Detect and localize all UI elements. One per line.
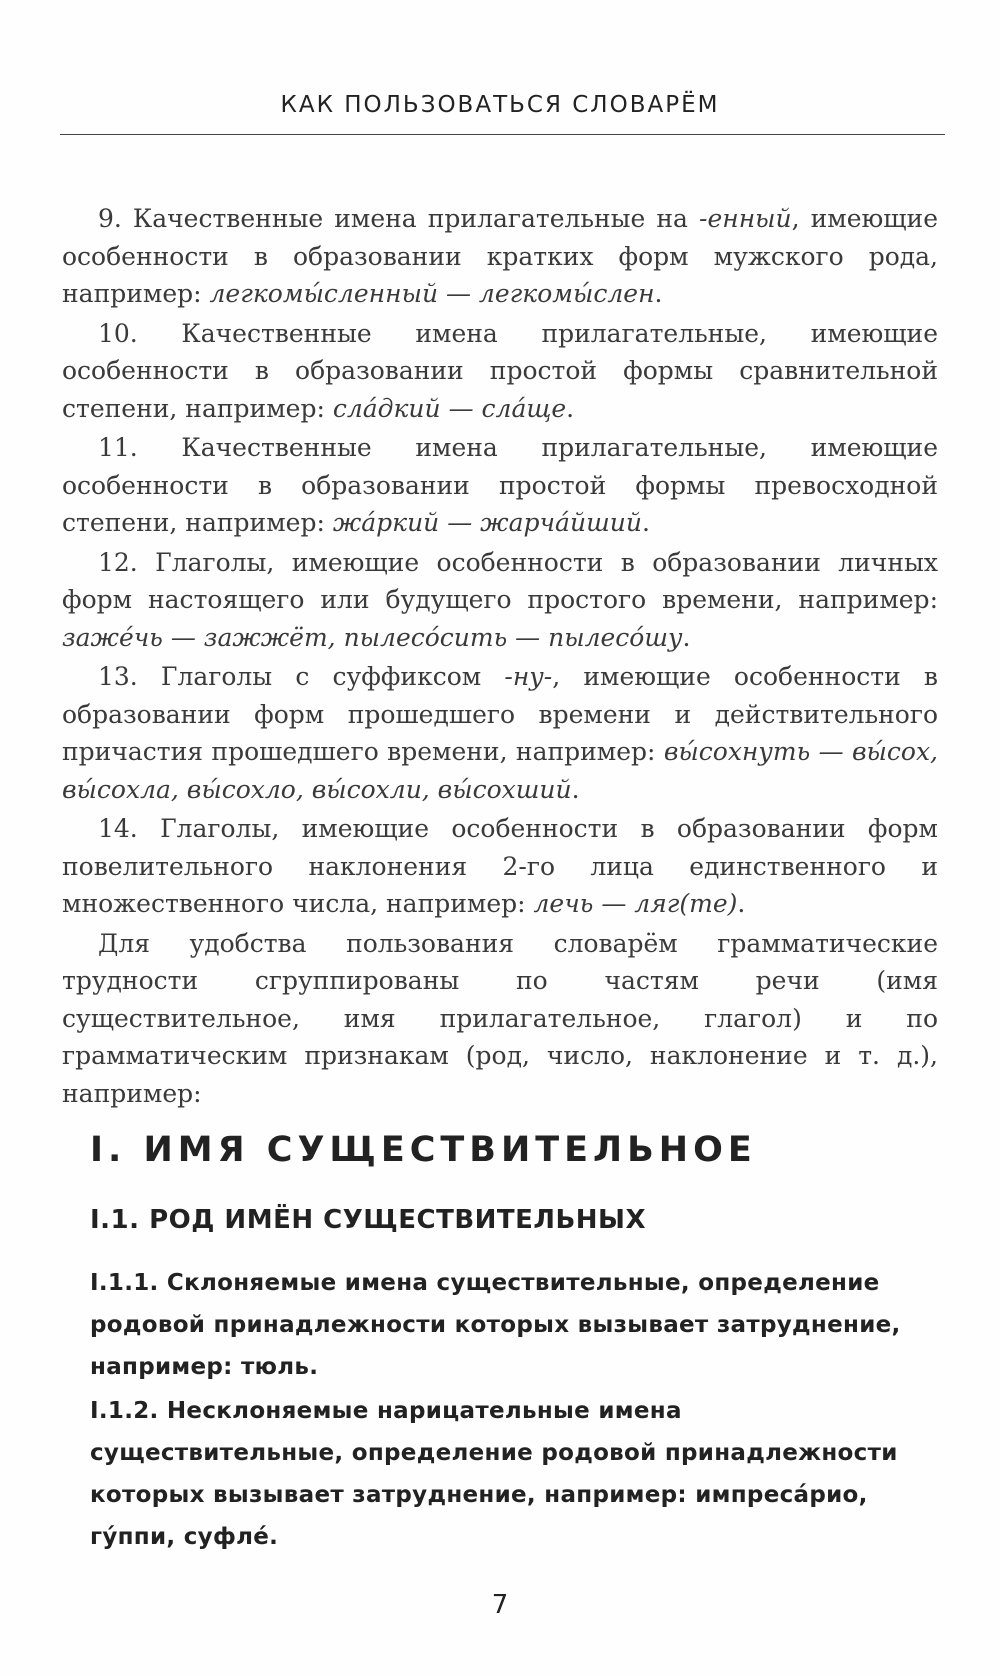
paragraph-12: 12. Глаголы, имеющие особенности в образовании личных форм настоящего или будущего простого времени, например: заже́чь — зажжёт, пылесо́сить — пылесо́шу.	[62, 547, 938, 652]
subsection-1-1-2: I.1.2. Несклоняемые нарицательные имена существительные, определение родовой принадлежности которых вызывает затруднение, например: импреса́рио, гу́ппи, суфле́.	[90, 1398, 898, 1550]
section-heading-1: I. ИМЯ СУЩЕСТВИТЕЛЬНОЕ	[90, 1130, 757, 1170]
paragraph-10: 10. Качественные имена прилагательные, имеющие особенности в образовании простой формы сравнительной степени, например: сла́дкий — сла́ще.	[62, 318, 938, 423]
header-rule	[60, 134, 945, 135]
paragraph-11: 11. Качественные имена прилагательные, имеющие особенности в образовании простой формы превосходной степени, например: жа́ркий — жарча́йший.	[62, 433, 938, 537]
paragraph-13: 13. Глаголы с суффиксом -ну-, имеющие особенности в образовании форм прошедшего времени и действительного причастия прошедшего времени, например: вы́сохнуть — вы́сох, вы́сохла, вы́сохло, вы́сохли, вы́сохший.	[62, 662, 938, 804]
running-head: КАК ПОЛЬЗОВАТЬСЯ СЛОВАРЁМ	[280, 92, 720, 118]
page-number: 7	[491, 1590, 509, 1620]
paragraph-14: 14. Глаголы, имеющие особенности в образовании форм повелительного наклонения 2-го лица единственного и множественного числа, например: лечь — ляг(те).	[62, 814, 938, 918]
subsection-1-1-1: I.1.1. Склоняемые имена существительные, определение родовой принадлежности которых вызывает затруднение, например: тюль.	[90, 1270, 901, 1380]
paragraph-9: 9. Качественные имена прилагательные на -енный, имеющие особенности в образовании кратких форм мужского рода, например: легкомы́сленный — легкомы́слен.	[62, 204, 938, 308]
section-heading-1-1: I.1. РОД ИМЁН СУЩЕСТВИТЕЛЬНЫХ	[90, 1205, 647, 1235]
body-text	[62, 200, 938, 1114]
paragraph-grouping: Для удобства пользования словарём грамматические трудности сгруппированы по частям речи (имя существительное, имя прилагательное, глагол) и по грамматическим признакам (род, число, наклонение и т. д.), например:	[62, 928, 938, 1108]
